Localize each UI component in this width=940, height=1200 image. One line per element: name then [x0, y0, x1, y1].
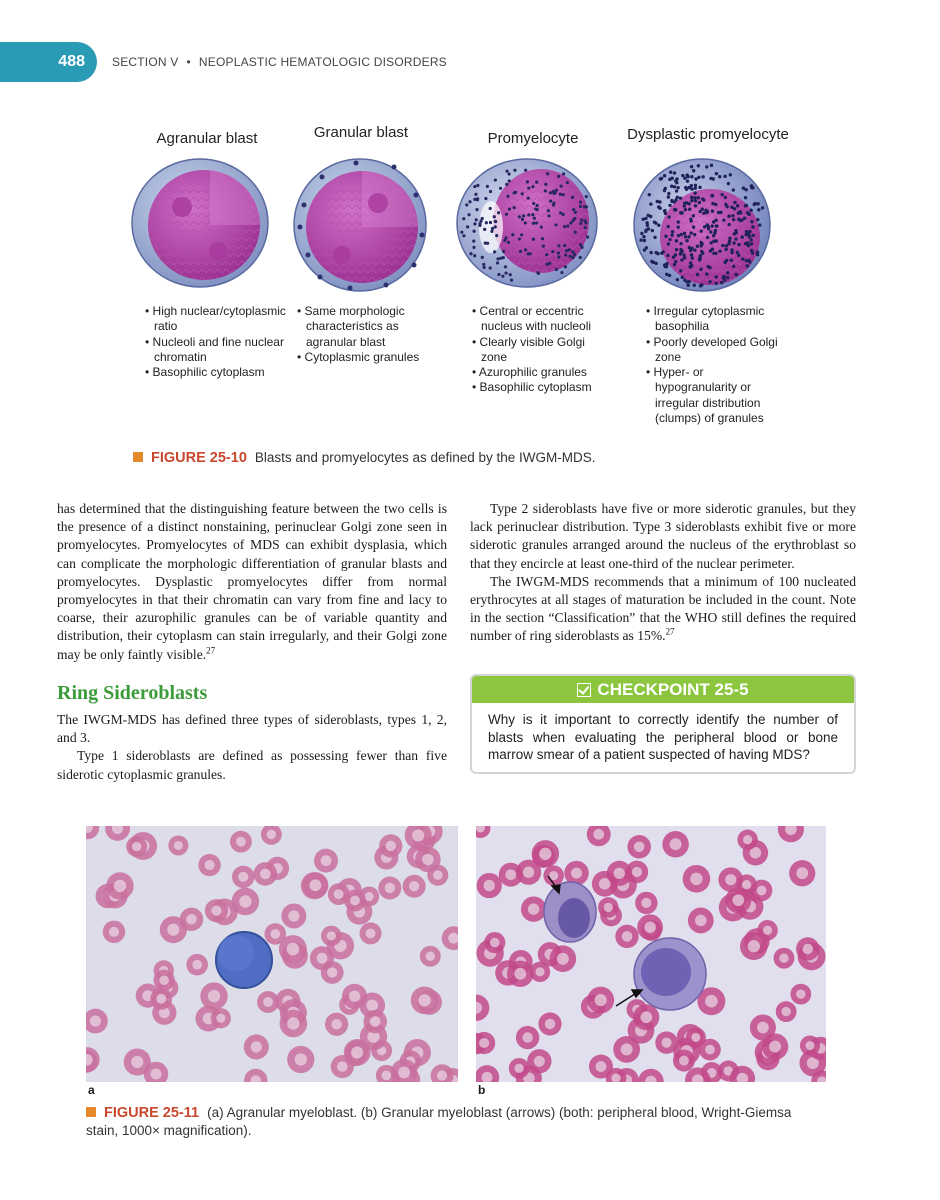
cell-title-promyelocyte: Promyelocyte	[487, 130, 579, 147]
feature-item: • Clearly visible Golgi zone	[472, 335, 612, 366]
panel-label-b: b	[478, 1083, 486, 1097]
header-section-title: NEOPLASTIC HEMATOLOGIC DISORDERS	[198, 55, 447, 69]
header-bullet: •	[186, 55, 191, 69]
panel-label-a: a	[88, 1083, 95, 1097]
feature-item: • Basophilic cytoplasm	[472, 380, 612, 395]
agranular-blast-features	[145, 304, 295, 380]
left-column-text	[57, 500, 447, 664]
left-column-text-2	[57, 711, 447, 784]
micrograph-granular-myeloblast	[476, 826, 826, 1082]
checkpoint-title: CHECKPOINT 25-5	[597, 679, 749, 699]
right-column-text	[470, 500, 856, 646]
caption-marker	[133, 452, 143, 462]
feature-item: • Azurophilic granules	[472, 365, 612, 380]
running-header	[112, 55, 447, 69]
feature-item: • Irregular cytoplasmic basophilia	[646, 304, 781, 335]
cell-title-granular: Granular blast	[313, 124, 409, 141]
agranular-blast-illustration	[128, 155, 278, 295]
promyelocyte-illustration	[455, 155, 605, 295]
body-paragraph: Type 1 sideroblasts are defined as possessing fewer than five siderotic cytoplasmic granules.	[57, 748, 447, 782]
body-paragraph: Type 2 sideroblasts have five or more siderotic granules, but they lack perinuclear distribution. Type 3 sideroblasts exhibit five or more siderotic granules arranged around the nucleus of the erythroblast so that they encircle at least one-third of the nuclear perimeter.	[470, 501, 856, 571]
promyelocyte-features	[472, 304, 612, 396]
feature-item: • Poorly developed Golgi zone	[646, 335, 781, 366]
checkbox-icon	[577, 683, 591, 697]
figure-label: FIGURE 25-10	[151, 450, 247, 466]
granular-blast-illustration	[290, 155, 440, 295]
checkpoint-question: Why is it important to correctly identify the number of blasts when evaluating the peripheral blood or bone marrow smear of a patient suspected of having MDS?	[488, 712, 838, 762]
cell-title-dysplastic: Dysplastic promyelocyte	[627, 126, 789, 143]
feature-item: • Hyper- or hypogranularity or irregular distribution (clumps) of granules	[646, 365, 781, 426]
feature-item: • Same morphologic characteristics as agranular blast	[297, 304, 427, 350]
feature-item: • Central or eccentric nucleus with nucleoli	[472, 304, 612, 335]
page-number: 488	[0, 42, 97, 82]
dysplastic-promyelocyte-features	[646, 304, 781, 426]
body-paragraph: The IWGM-MDS has defined three types of sideroblasts, types 1, 2, and 3.	[57, 712, 447, 746]
feature-item: • Basophilic cytoplasm	[145, 365, 295, 380]
dysplastic-promyelocyte-illustration	[630, 155, 780, 295]
figure-25-11-caption	[86, 1104, 806, 1140]
feature-item: • High nuclear/cytoplasmic ratio	[145, 304, 295, 335]
cell-title-agranular: Agranular blast	[156, 130, 258, 147]
caption-text: (a) Agranular myeloblast. (b) Granular myeloblast (arrows) (both: peripheral blood, Wright-Giemsa stain, 1000× magnification).	[86, 1105, 792, 1138]
caption-marker	[86, 1107, 96, 1117]
granular-blast-features	[297, 304, 427, 365]
header-section: SECTION V	[112, 55, 179, 69]
figure-25-10-caption	[133, 450, 596, 466]
body-paragraph: has determined that the distinguishing feature between the two cells is the presence of a distinct nonstaining, perinuclear Golgi zone seen in promyelocytes. Promyelocytes of MDS can exhibit dysplasia, which can complicate the morphologic differentiation of granular blasts and promyelocytes. Dysplastic promyelocytes differ from normal promyelocytes in that their chromatin can vary from fine and lacy to coarse, their azurophilic granules can be of variable quantity and distribution, their cytoplasm can stain irregularly, and their Golgi zone may be only faintly visible.$^{27}$	[57, 501, 447, 662]
body-paragraph: The IWGM-MDS recommends that a minimum of 100 nucleated erythrocytes at all stages of maturation be included in the count. Note in the section “Classification” that the WHO still defines the required number of ring sideroblasts as 15%.$^{27}$	[470, 573, 856, 644]
section-heading: Ring Sideroblasts	[57, 682, 208, 704]
checkpoint-box	[470, 674, 856, 774]
caption-text: Blasts and promyelocytes as defined by the IWGM-MDS.	[254, 450, 596, 465]
micrograph-agranular-myeloblast	[86, 826, 458, 1082]
feature-item: • Nucleoli and fine nuclear chromatin	[145, 335, 295, 366]
figure-label: FIGURE 25-11	[104, 1105, 200, 1121]
feature-item: • Cytoplasmic granules	[297, 350, 427, 365]
checkpoint-title-bar	[472, 676, 854, 703]
